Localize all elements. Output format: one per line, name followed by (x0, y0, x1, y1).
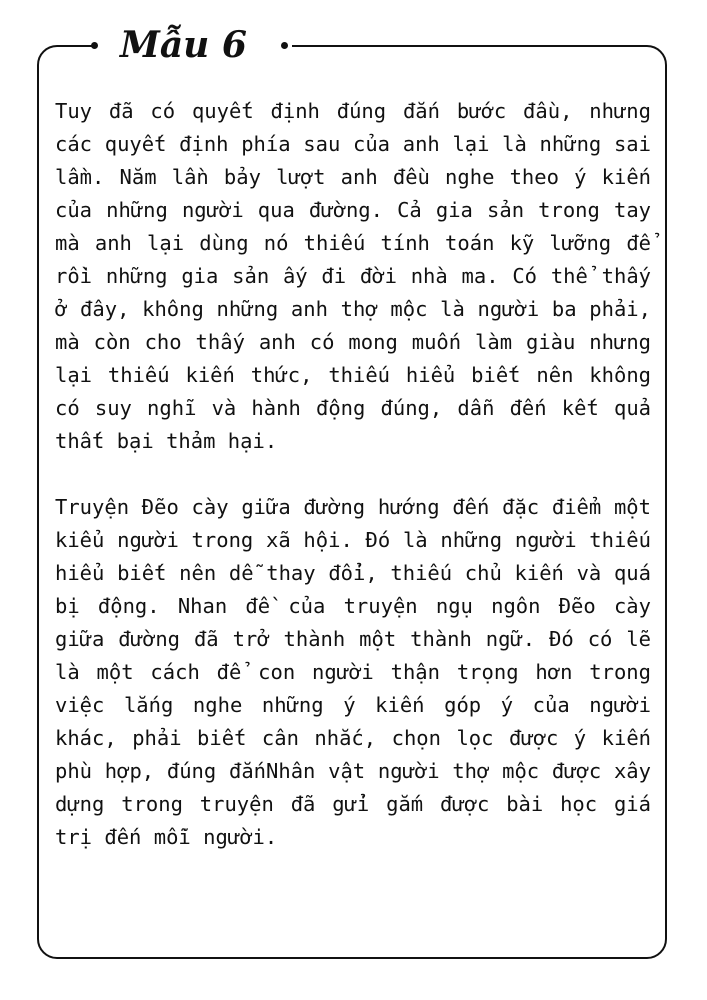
paragraph-2: Truyện Đẽo cày giữa đường hướng đến đặc điểm một kiểu người trong xã hội. Đó là những người thiếu hiểu biết nên dễ thay đổi, thiếu chủ kiến và quá bị động. Nhan đề của truyện ngụ ngôn Đẽo cày giữa đường đã trở thành một thành ngữ. Đó có lẽ là một cách để con người thận trọng hơn trong việc lắng nghe những ý kiến góp ý của người khác, phải biết cân nhắc, chọn lọc được ý kiến phù hợp, đúng đắnNhân vật người thợ mộc được xây dựng trong truyện đã gửi gắm được bài học giá trị đến mỗi người. (55, 495, 651, 849)
page-title: Mẫu 6 (120, 24, 247, 66)
title-dot-right (281, 42, 288, 49)
body-text (55, 95, 651, 854)
paragraph-1: Tuy đã có quyết định đúng đắn bước đầu, nhưng các quyết định phía sau của anh lại là những sai lầm. Năm lần bảy lượt anh đều nghe theo ý kiến của những người qua đường. Cả gia sản trong tay mà anh lại dùng nó thiếu tính toán kỹ lưỡng để rồi những gia sản ấy đi đời nhà ma. Có thể thấy ở đây, không những anh thợ mộc là người ba phải, mà còn cho thấy anh có mong muốn làm giàu nhưng lại thiếu kiến thức, thiếu hiểu biết nên không có suy nghĩ và hành động đúng, dẫn đến kết quả thất bại thảm hại. (55, 99, 651, 453)
title-dot-left (91, 42, 98, 49)
